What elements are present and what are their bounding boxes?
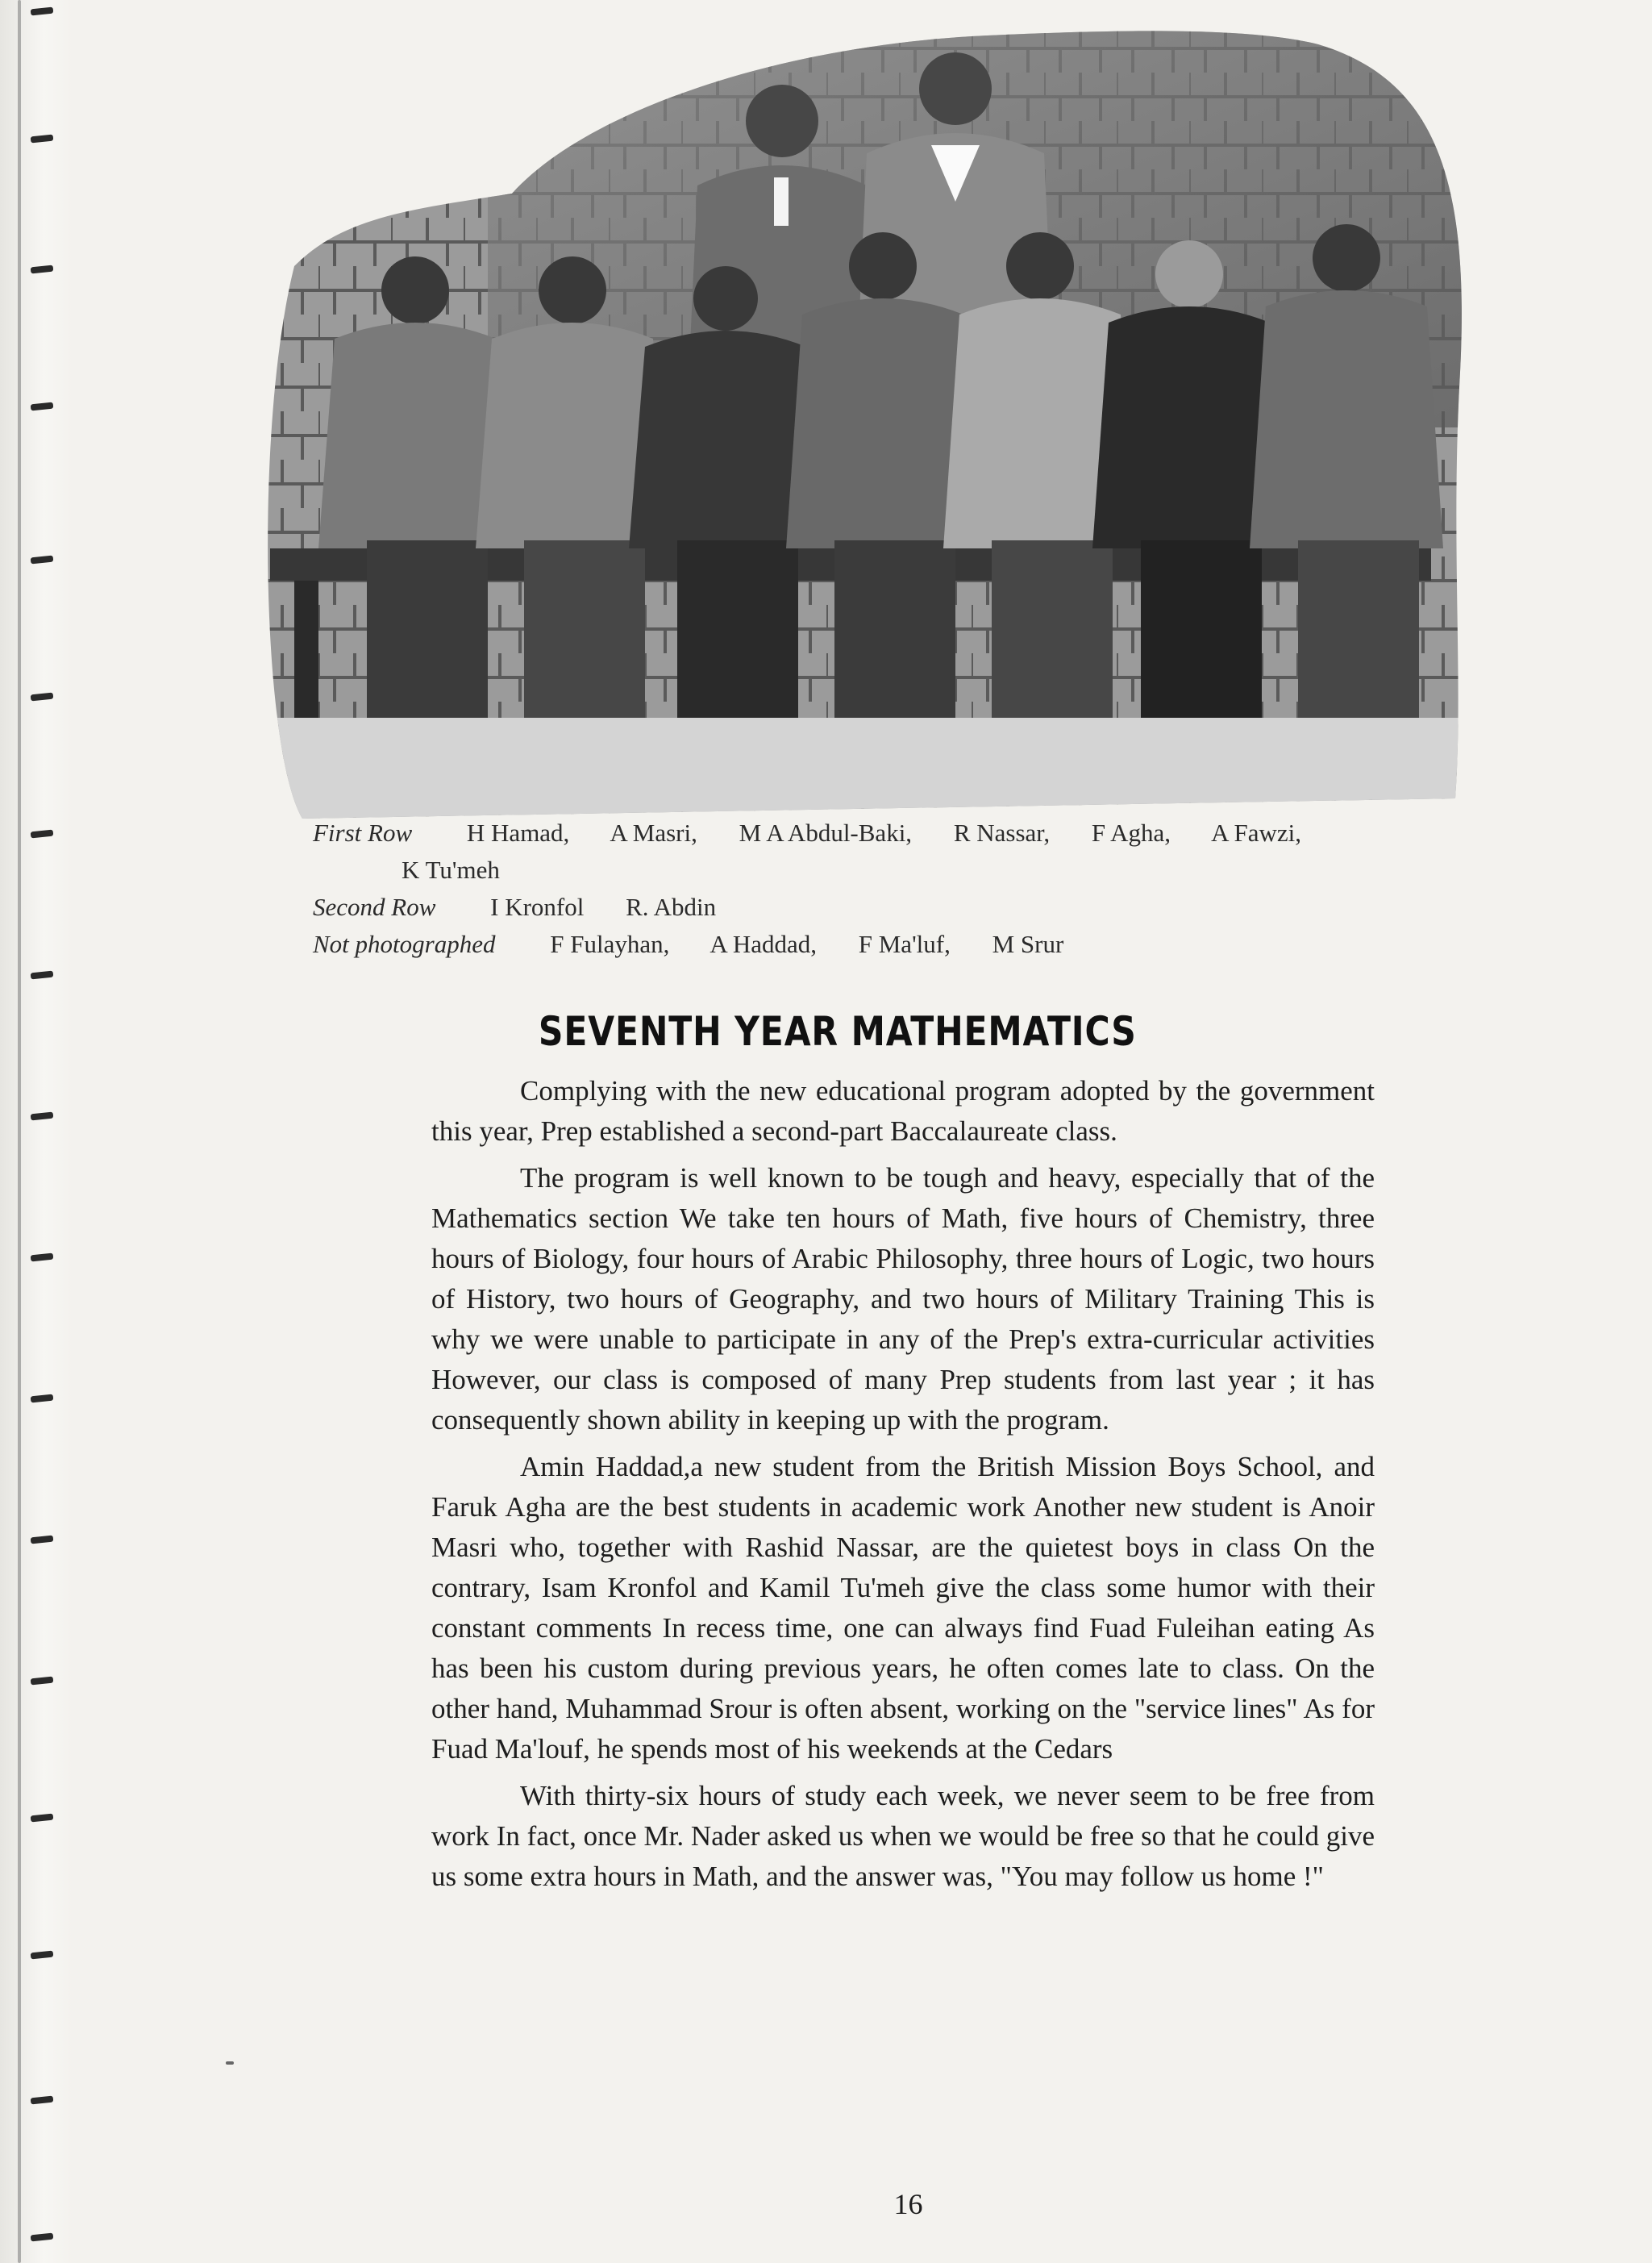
- caption-name: M A Abdul-Baki,: [739, 819, 913, 847]
- caption-not-photographed-label: Not photographed: [313, 930, 496, 958]
- binding-hole-mark: [31, 556, 54, 565]
- caption-first-row-continued: K Tu'meh: [402, 856, 500, 884]
- binding-hole-mark: [31, 830, 54, 839]
- binding-line: [18, 0, 21, 2263]
- caption-name: F Agha,: [1091, 819, 1171, 847]
- scan-speck: [226, 2061, 234, 2065]
- binding-hole-mark: [31, 135, 54, 144]
- page-number: 16: [893, 2188, 923, 2220]
- caption-not-photographed: [313, 926, 1474, 963]
- binding-hole-mark: [31, 971, 54, 980]
- binding-hole-mark: [31, 693, 54, 702]
- article-paragraph: Amin Haddad,a new student from the British Mission Boys School, and Faruk Agha are the best students in academic work Another new student is Anoir Masri who, together with Rashid Nassar, are the quietest boys in class On the contrary, Isam Kronfol and Kamil Tu'meh give the class some humor with their constant comments In recess time, one can always find Fuad Fuleihan eating As has been his custom during previous years, he often comes late to class. On the other hand, Muhammad Srour is often absent, working on the "service lines" As for Fuad Ma'louf, he spends most of his weekends at the Cedars: [431, 1451, 1375, 1765]
- caption-name: A Haddad,: [709, 930, 817, 958]
- class-group-photo: [246, 24, 1471, 823]
- binding-hole-mark: [31, 402, 54, 411]
- caption-name: A Fawzi,: [1211, 819, 1302, 847]
- article-paragraph: With thirty-six hours of study each week, we never seem to be free from work In fact, once Mr. Nader asked us when we would be free so that he could give us some extra hours in Math, and the answer was, "You may follow us home !": [431, 1780, 1375, 1892]
- caption-first-row-names: [467, 819, 1337, 847]
- article-paragraph: Complying with the new educational program adopted by the government this year, Prep established a second-part Baccalaureate class.: [431, 1075, 1375, 1147]
- binding-hole-mark: [31, 7, 54, 16]
- caption-name: R Nassar,: [953, 819, 1051, 847]
- caption-name: F Fulayhan,: [550, 930, 670, 958]
- caption-name: F Ma'luf,: [858, 930, 951, 958]
- binding-hole-mark: [31, 1951, 54, 1960]
- binding-hole-mark: [31, 2233, 54, 2242]
- caption-name: A Masri,: [610, 819, 697, 847]
- binding-hole-mark: [31, 265, 54, 274]
- article-body: [431, 1071, 1375, 1903]
- binding-hole-mark: [31, 1536, 54, 1544]
- binding-hole-mark: [31, 1112, 54, 1121]
- caption-name: I Kronfol: [490, 893, 585, 921]
- caption-name: H Hamad,: [466, 819, 570, 847]
- binding-hole-mark: [31, 2096, 54, 2105]
- binding-hole-mark: [31, 1677, 54, 1686]
- binding-hole-mark: [31, 1253, 54, 1262]
- caption-second-row-label: Second Row: [313, 893, 436, 921]
- caption-second-row-names: [490, 893, 751, 921]
- caption-second-row: [313, 889, 1474, 926]
- binding-hole-mark: [31, 1814, 54, 1823]
- caption-name: R. Abdin: [626, 893, 717, 921]
- article-paragraph: The program is well known to be tough and heavy, especially that of the Mathematics section We take ten hours of Math, five hours of Chemistry, three hours of Biology, four hours of Arabic Philosophy, three hours of Logic, two hours of History, two hours of Geography, and two hours of Military Training This is why we were unable to participate in any of the Prep's extra-curricular activities However, our class is composed of many Prep students from last year ; it has consequently shown ability in keeping up with the program.: [431, 1162, 1375, 1436]
- binding-edge: [0, 0, 73, 2263]
- caption-not-photographed-names: [550, 930, 1099, 958]
- caption-name: M Srur: [992, 930, 1064, 958]
- caption-first-row: [313, 815, 1474, 852]
- article-title: SEVENTH YEAR MATHEMATICS: [538, 1008, 1137, 1055]
- binding-hole-mark: [31, 1394, 54, 1403]
- caption-first-row-label: First Row: [313, 819, 413, 847]
- photo-caption: [313, 815, 1474, 963]
